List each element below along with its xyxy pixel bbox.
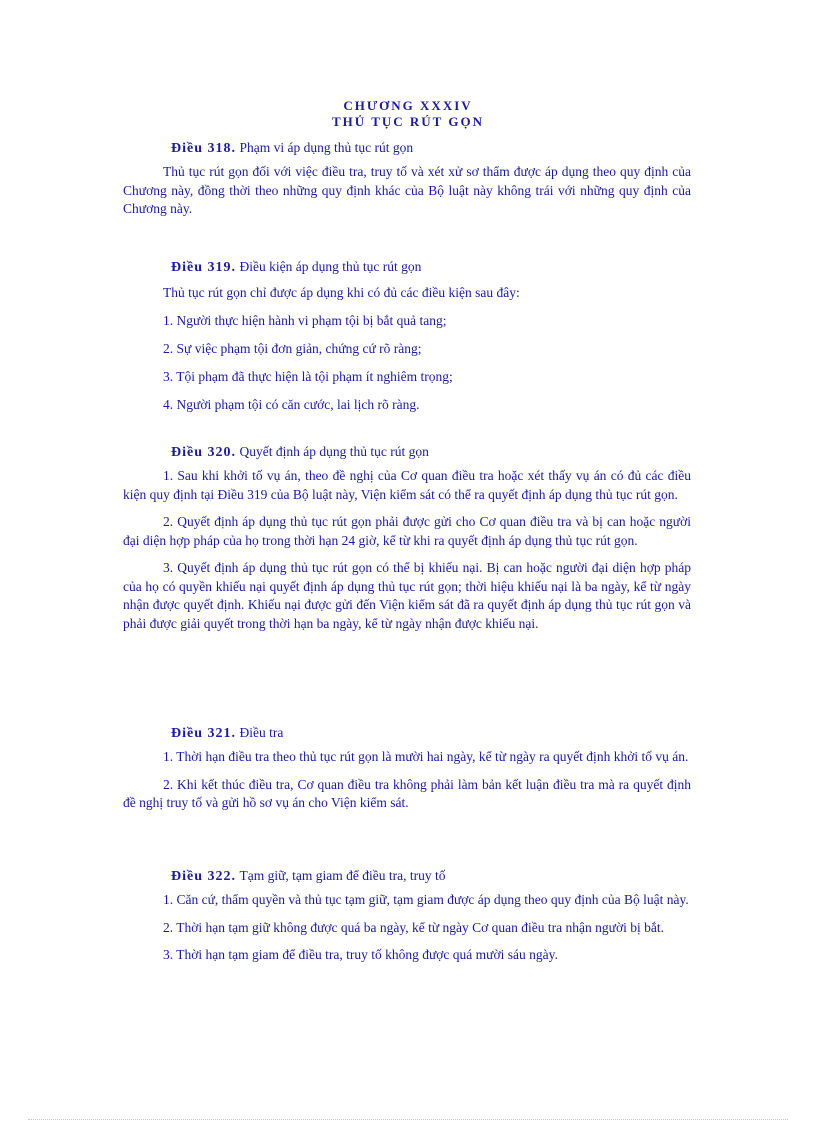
article-number: Điều 321.	[171, 726, 236, 741]
article-number: Điều 319.	[171, 260, 236, 275]
article-title: Điều kiện áp dụng thủ tục rút gọn	[239, 259, 422, 274]
article-number: Điều 318.	[171, 141, 236, 156]
article-322	[123, 866, 691, 974]
article-heading	[123, 442, 691, 463]
article-paragraph: 1. Căn cứ, thẩm quyền và thủ tục tạm giữ, tạm giam được áp dụng theo quy định của Bộ luật này.	[163, 892, 689, 907]
article-paragraph: 2. Thời hạn tạm giữ không được quá ba ngày, kể từ ngày Cơ quan điều tra nhận người bị bắt.	[163, 919, 664, 935]
article-number: Điều 322.	[171, 869, 236, 884]
article-paragraph: 3. Thời hạn tạm giam để điều tra, truy tố không được quá mười sáu ngày.	[163, 947, 558, 962]
chapter-title: THỦ TỤC RÚT GỌN	[332, 114, 484, 129]
article-paragraph: Thủ tục rút gọn đối với việc điều tra, truy tố và xét xử sơ thẩm được áp dụng theo quy định của Chương này, đồng thời theo những quy định khác của Bộ luật này không trái với những quy định của Chương này.	[123, 164, 691, 216]
article-intro: Thủ tục rút gọn chỉ được áp dụng khi có đủ các điều kiện sau đây:	[163, 285, 520, 300]
article-paragraph: 3. Quyết định áp dụng thủ tục rút gọn có thể bị khiếu nại. Bị can hoặc người đại diện hợp pháp của họ có quyền khiếu nại quyết định áp dụng thủ tục rút gọn; thời hiệu khiếu nại là ba ngày, kể từ ngày nhận được quyết định. Khiếu nại được gửi đến Viện kiểm sát đã ra quyết định áp dụng thủ tục rút gọn và phải được giải quyết trong thời hạn ba ngày, kể từ ngày nhận được khiếu nại.	[123, 560, 691, 631]
article-paragraph: 2. Quyết định áp dụng thủ tục rút gọn phải được gửi cho Cơ quan điều tra và bị can hoặc người đại diện hợp pháp của họ trong thời hạn 24 giờ, kể từ khi ra quyết định áp dụng thủ tục rút gọn.	[123, 514, 691, 548]
article-heading	[123, 866, 691, 887]
page-bottom-divider	[28, 1119, 788, 1120]
article-319	[123, 257, 691, 424]
article-paragraph: 2. Khi kết thúc điều tra, Cơ quan điều tra không phải làm bản kết luận điều tra mà ra quyết định đề nghị truy tố và gửi hồ sơ vụ án cho Viện kiểm sát.	[123, 776, 691, 810]
article-heading	[123, 723, 691, 744]
list-item: 4. Người phạm tội có căn cước, lai lịch rõ ràng.	[163, 397, 420, 412]
chapter-number: CHƯƠNG XXXIV	[343, 98, 473, 113]
article-heading	[123, 138, 691, 159]
article-title: Điều tra	[239, 725, 284, 740]
list-item: 1. Người thực hiện hành vi phạm tội bị bắt quả tang;	[163, 313, 447, 328]
article-321	[123, 723, 691, 822]
article-title: Phạm vi áp dụng thủ tục rút gọn	[239, 140, 414, 155]
article-320	[123, 442, 691, 642]
article-title: Tạm giữ, tạm giam để điều tra, truy tố	[239, 868, 446, 883]
article-number: Điều 320.	[171, 445, 236, 460]
chapter-heading	[0, 98, 816, 130]
article-title: Quyết định áp dụng thủ tục rút gọn	[239, 444, 429, 459]
article-318	[123, 138, 691, 228]
article-paragraph: 1. Thời hạn điều tra theo thủ tục rút gọn là mười hai ngày, kể từ ngày ra quyết định khởi tố vụ án.	[163, 749, 689, 764]
article-heading	[123, 257, 691, 278]
list-item: 3. Tội phạm đã thực hiện là tội phạm ít nghiêm trọng;	[163, 369, 453, 384]
article-paragraph: 1. Sau khi khởi tố vụ án, theo đề nghị của Cơ quan điều tra hoặc xét thấy vụ án có đủ các điều kiện quy định tại Điều 319 của Bộ luật này, Viện kiểm sát có thể ra quyết định áp dụng thủ tục rút gọn.	[123, 468, 691, 502]
list-item: 2. Sự việc phạm tội đơn giản, chứng cứ rõ ràng;	[163, 341, 422, 356]
